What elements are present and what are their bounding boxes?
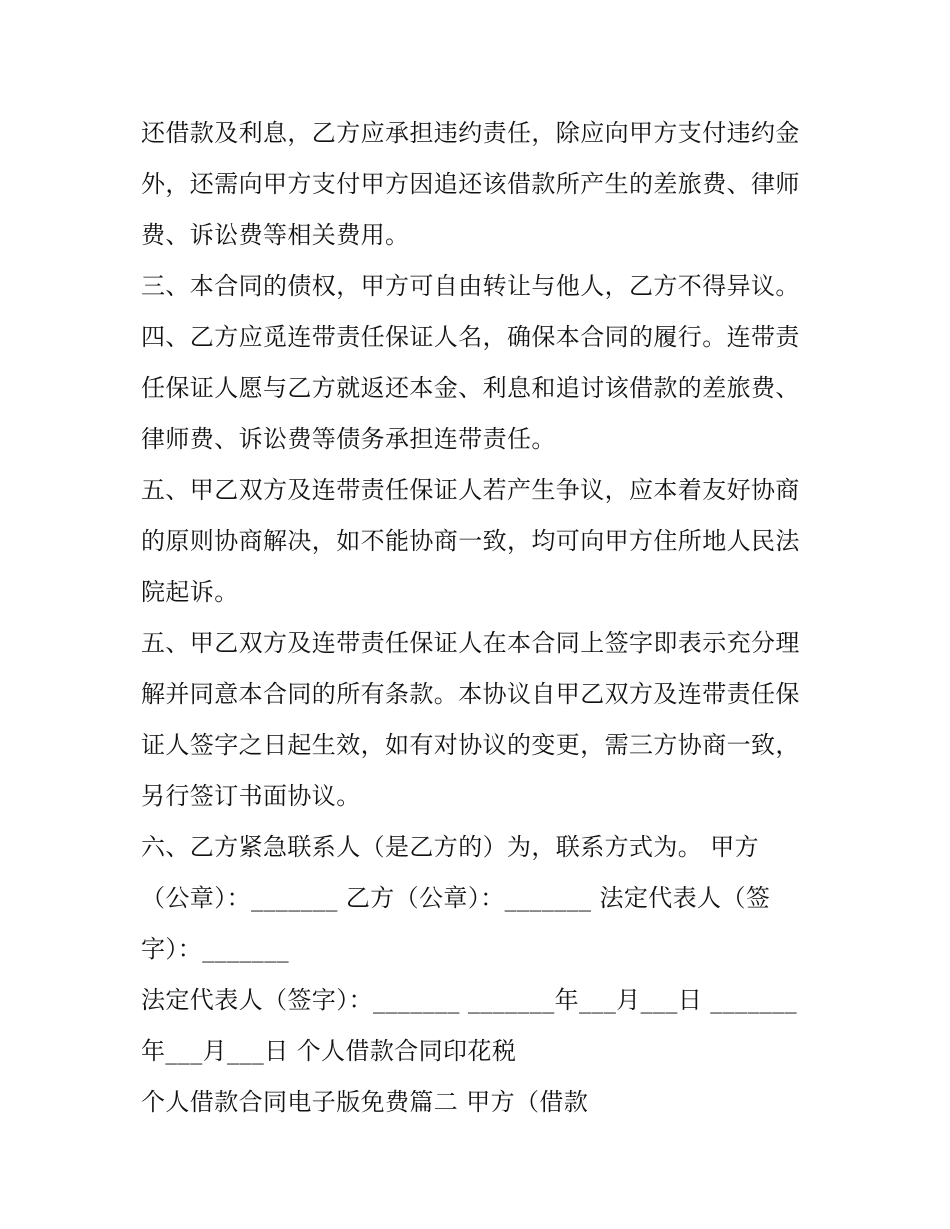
text-line: 任保证人愿与乙方就返还本金、利息和追讨该借款的差旅费、 [141,374,800,402]
text-line: 解并同意本合同的所有条款。本协议自甲乙双方及连带责任保 [141,680,800,708]
clause-3-line: 三、本合同的债权，甲方可自由转让与他人，乙方不得异议。 [141,272,800,300]
signature-line: （公章）：_______ 乙方（公章）：_______ 法定代表人（签 [141,884,771,912]
document-body [141,108,821,1128]
clause-5-line: 五、甲乙双方及连带责任保证人若产生争议，应本着友好协商 [141,476,800,504]
text-line: 还借款及利息，乙方应承担违约责任，除应向甲方支付违约金 [141,119,800,147]
text-line: 外，还需向甲方支付甲方因追还该借款所产生的差旅费、律师 [141,170,800,198]
text-line: 的原则协商解决，如不能协商一致，均可向甲方住所地人民法 [141,527,800,555]
clause-4-line: 四、乙方应觅连带责任保证人名，确保本合同的履行。连带责 [141,323,800,351]
clause-5b-line: 五、甲乙双方及连带责任保证人在本合同上签字即表示充分理 [141,629,800,657]
text-line: 院起诉。 [141,578,239,606]
signature-date-line: 法定代表人（签字）：_______ _______年___月___日 _______ [141,986,798,1014]
signature-date-line: 年___月___日 个人借款合同印花税 [141,1037,517,1065]
text-line: 费、诉讼费等相关费用。 [141,221,410,249]
text-line: 另行签订书面协议。 [141,782,361,810]
clause-6-line: 六、乙方紧急联系人（是乙方的）为，联系方式为。 甲方 [141,833,760,861]
signature-line: 字）：_______ [141,935,289,963]
text-line: 律师费、诉讼费等债务承担连带责任。 [141,425,556,453]
text-line: 证人签字之日起生效，如有对协议的变更，需三方协商一致， [141,731,800,759]
section-heading-line: 个人借款合同电子版免费篇二 甲方（借款 [141,1088,589,1116]
